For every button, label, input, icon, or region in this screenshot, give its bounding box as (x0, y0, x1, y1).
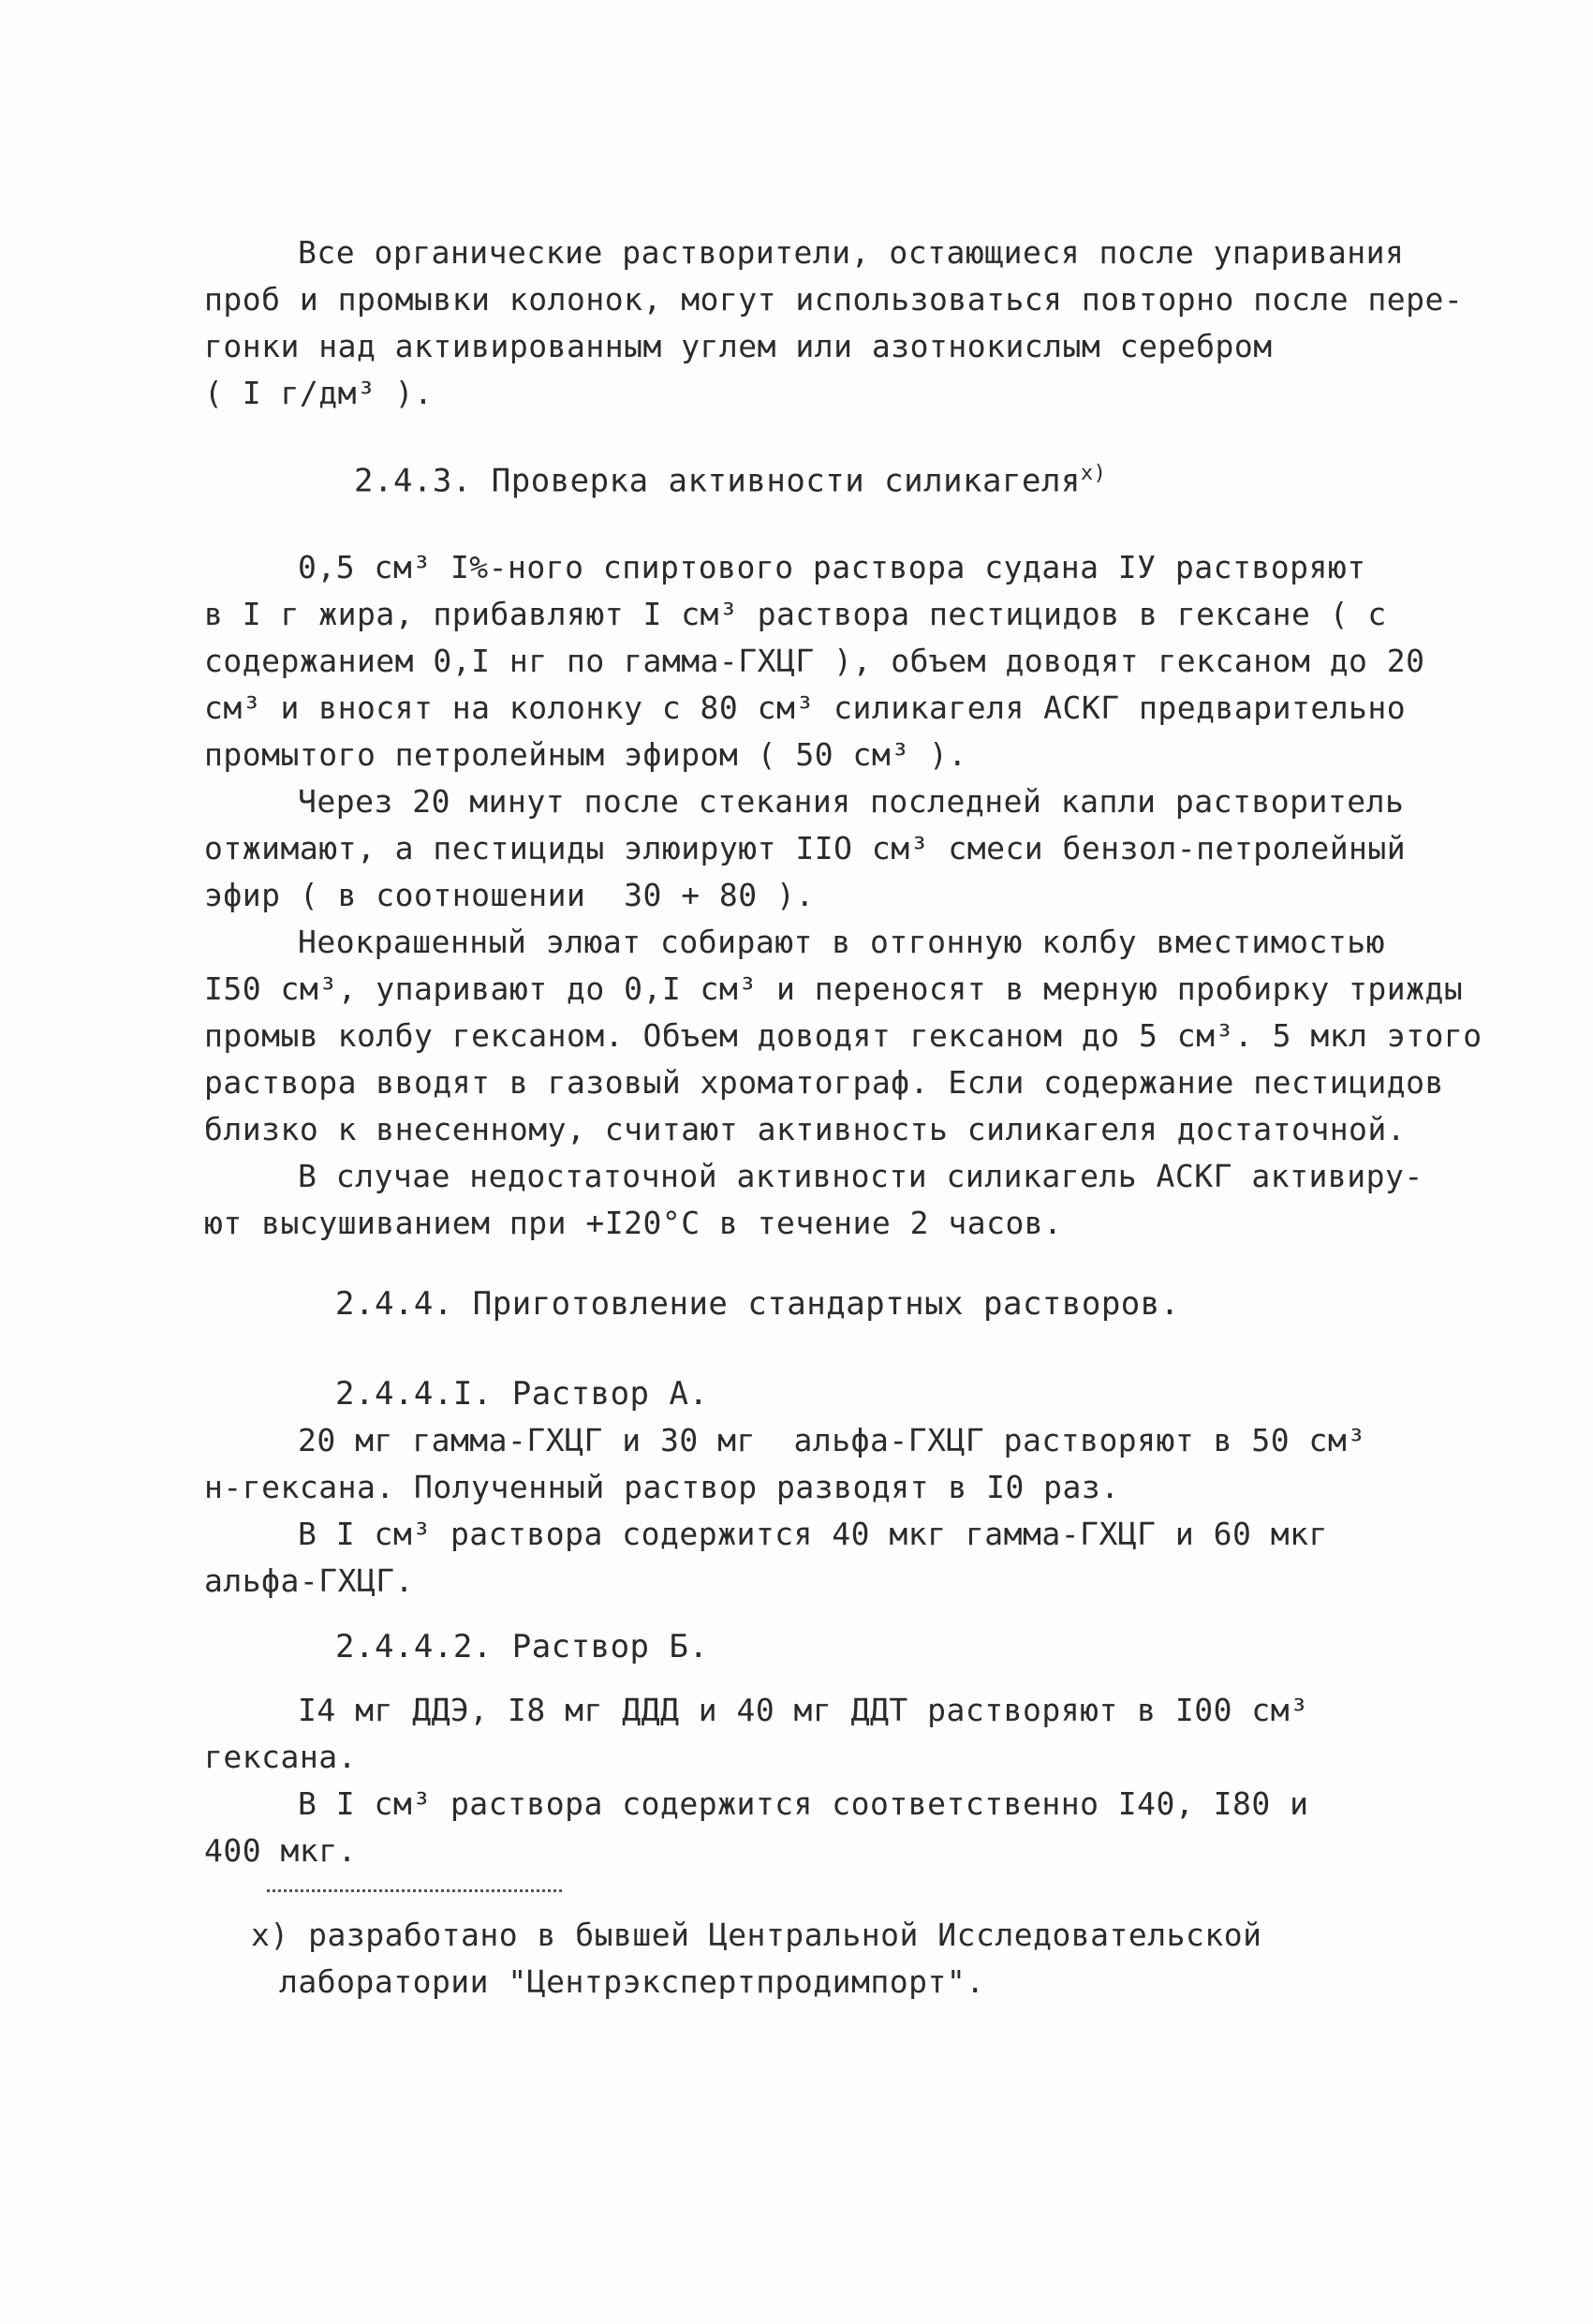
text-line: Неокрашенный элюат собирают в отгонную колбу вместимостью (298, 924, 1385, 960)
footnote-marker: х) (1080, 462, 1107, 485)
text-line: Все органические растворители, остающиеся после упаривания (298, 234, 1405, 271)
text-line: эфир ( в соотношении 30 + 80 ). (204, 877, 815, 913)
section-heading-2-4-4: 2.4.4. Приготовление стандартных растворов. (335, 1285, 1180, 1323)
text-line: ( I г/дм³ ). (204, 375, 434, 411)
footnote-divider (267, 1889, 562, 1892)
text-line: промытого петролейным эфиром ( 50 см³ ). (204, 736, 967, 773)
text-line: близко к внесенному, считают активность силикагеля достаточной. (204, 1111, 1407, 1147)
text-line: раствора вводят в газовый хроматограф. Если содержание пестицидов (204, 1064, 1444, 1101)
text-line: альфа-ГХЦГ. (204, 1562, 415, 1599)
text-line: 400 мкг. (204, 1832, 357, 1869)
text-line: промыв колбу гексаном. Объем доводят гексаном до 5 см³. 5 мкл этого (204, 1017, 1482, 1054)
section-heading-text: 2.4.3. Проверка активности силикагеля (354, 462, 1081, 500)
text-line: 0,5 см³ I%-ного спиртового раствора судана IУ растворяют (298, 549, 1366, 585)
text-line: содержанием 0,I нг по гамма-ГХЦГ ), объем доводят гексаном до 20 (204, 643, 1425, 679)
text-line: в I г жира, прибавляют I см³ раствора пестицидов в гексане ( с (204, 596, 1387, 632)
text-line: см³ и вносят на колонку с 80 см³ силикагеля АСКГ предварительно (204, 689, 1407, 726)
text-line: проб и промывки колонок, могут использоваться повторно после пере- (204, 281, 1464, 318)
text-line: ют высушиванием при +I20°С в течение 2 часов. (204, 1205, 1063, 1241)
text-line: В случае недостаточной активности силикагель АСКГ активиру- (298, 1158, 1423, 1194)
text-line: В I см³ раствора содержится соответственно I40, I80 и (298, 1785, 1309, 1822)
text-line: 20 мг гамма-ГХЦГ и 30 мг альфа-ГХЦГ растворяют в 50 см³ (298, 1422, 1366, 1458)
text-line: В I см³ раствора содержится 40 мкг гамма-ГХЦГ и 60 мкг (298, 1516, 1328, 1552)
section-heading-2-4-3 (354, 455, 1106, 499)
text-line: отжимают, а пестициды элюируют IIO см³ смеси бензол-петролейный (204, 830, 1407, 866)
footnote-line: лаборатории "Центрэкспертпродимпорт". (279, 1963, 985, 2000)
text-line: гексана. (204, 1739, 357, 1775)
text-line: Через 20 минут после стекания последней капли растворитель (298, 783, 1405, 820)
footnote-line: х) разработано в бывшей Центральной Исследовательской (251, 1917, 1262, 1953)
text-line: н-гексана. Полученный раствор разводят в I0 раз. (204, 1469, 1120, 1505)
text-line: I4 мг ДДЭ, I8 мг ДДД и 40 мг ДДТ растворяют в I00 см³ (298, 1692, 1309, 1728)
text-line: I50 см³, упаривают до 0,I см³ и переносят в мерную пробирку трижды (204, 970, 1464, 1007)
section-heading-2-4-4-1: 2.4.4.I. Раствор А. (335, 1375, 709, 1413)
text-line: гонки над активированным углем или азотнокислым серебром (204, 328, 1273, 364)
section-heading-2-4-4-2: 2.4.4.2. Раствор Б. (335, 1628, 709, 1665)
